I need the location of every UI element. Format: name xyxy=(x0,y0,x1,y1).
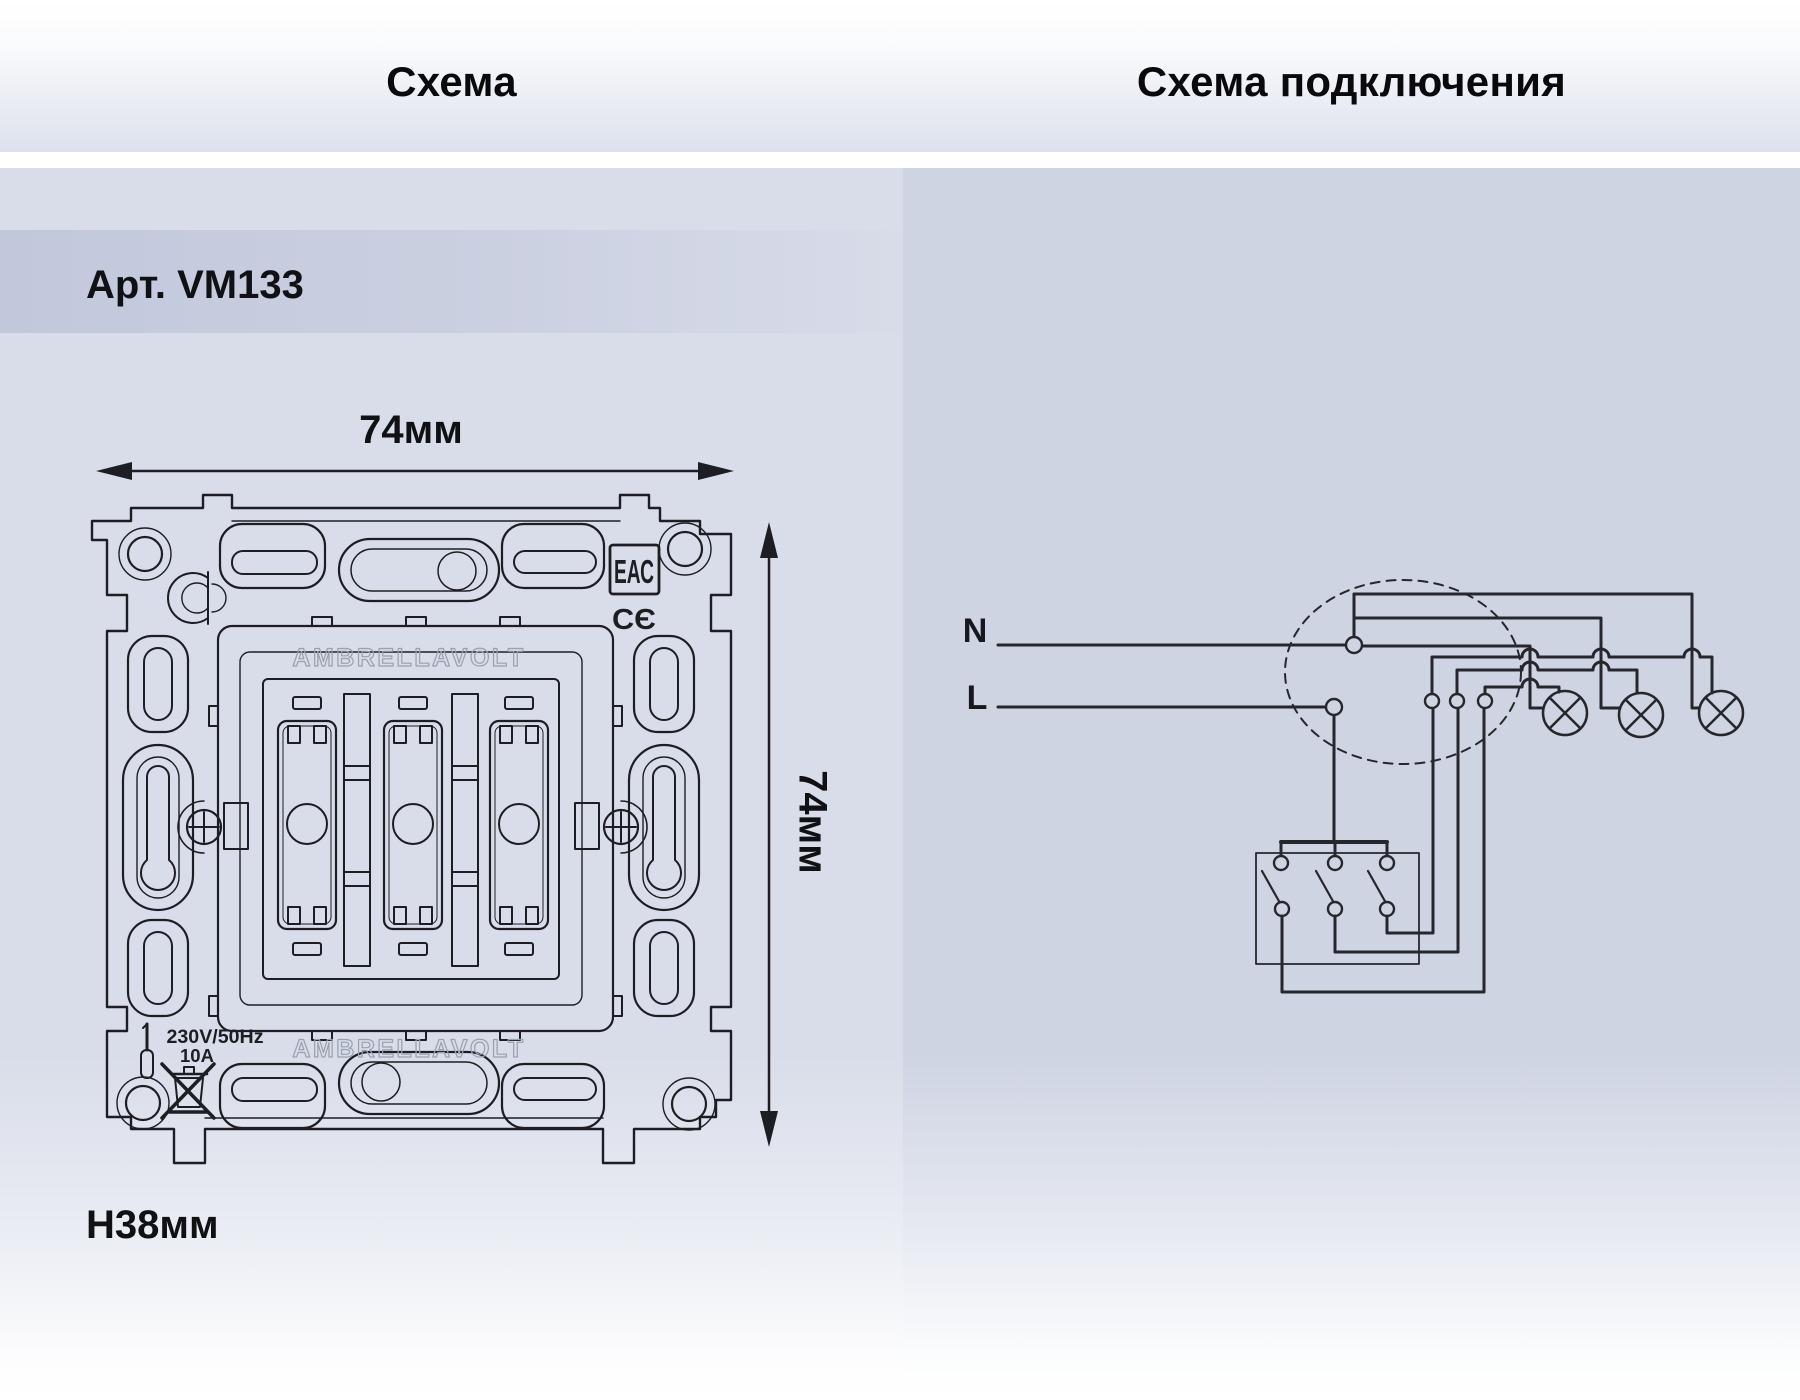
rocker-dividers xyxy=(344,694,478,966)
brand-logo-icon xyxy=(168,572,226,624)
height-dimension-arrow xyxy=(760,522,778,1147)
height-dimension-label: 74мм xyxy=(790,770,835,874)
line-junction-dot xyxy=(1326,699,1342,715)
switch-return-lines xyxy=(1282,708,1484,992)
lamp-2 xyxy=(1619,693,1663,737)
top-cable-opening xyxy=(339,539,499,601)
rocker-2 xyxy=(384,697,442,955)
switched-live-lines xyxy=(1432,649,1712,694)
wiring-title: Схема подключения xyxy=(1136,58,1567,105)
current-rating-text: 10A xyxy=(180,1046,214,1066)
left-fixing-screw xyxy=(178,801,248,853)
brand-text-top: AMBRELLAVOLT xyxy=(292,644,526,672)
scheme-title: Схема xyxy=(386,58,517,105)
mechanism-boundary-dashed xyxy=(1285,580,1521,764)
module-frame xyxy=(209,617,622,1040)
line-wire-label: L xyxy=(966,679,988,717)
eac-mark xyxy=(610,545,659,594)
ce-mark-text: CЄ xyxy=(612,604,656,636)
neutral-wire-label: N xyxy=(962,612,988,650)
screwdriver-icon xyxy=(141,1024,153,1078)
top-claw-slots xyxy=(220,524,604,588)
neutral-junction-dot xyxy=(1346,637,1362,653)
switch-mechanism-drawing xyxy=(92,462,778,1163)
weee-bin-icon xyxy=(162,1064,214,1118)
rocker-1 xyxy=(278,697,336,955)
right-fixing-screw xyxy=(575,801,647,853)
lamp-3 xyxy=(1699,691,1743,735)
voltage-rating-text: 230V/50Hz xyxy=(166,1027,264,1048)
depth-dimension-label: H38мм xyxy=(86,1203,219,1247)
lamp-1 xyxy=(1543,691,1587,735)
switch-contacts xyxy=(1262,856,1394,916)
width-dimension-arrow xyxy=(96,462,734,480)
article-number: Арт. VM133 xyxy=(86,263,304,307)
junction-terminals xyxy=(1326,637,1492,715)
rocker-3 xyxy=(490,697,548,955)
width-dimension-label: 74мм xyxy=(359,408,463,452)
eac-mark-text: ЕАС xyxy=(614,553,654,590)
wiring-diagram xyxy=(998,580,1743,992)
brand-text-bottom: AMBRELLAVOLT xyxy=(292,1035,526,1063)
